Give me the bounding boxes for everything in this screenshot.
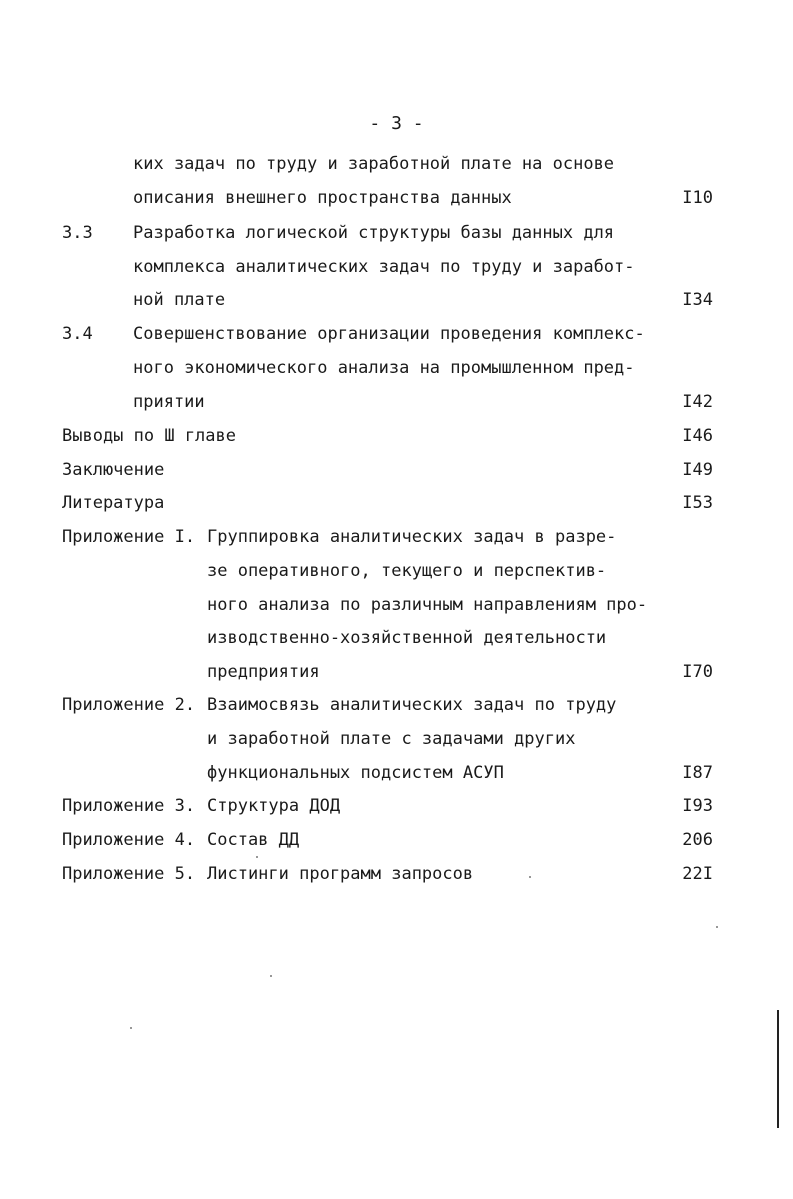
scan-edge-line xyxy=(777,1010,779,1128)
toc-continuation-line-1: ких задач по труду и заработной плате на основе xyxy=(133,154,615,174)
toc-conclusions-label: Выводы по Ш главе xyxy=(62,426,236,446)
toc-entry-3-3-page: I34 xyxy=(682,290,713,310)
toc-closing-label: Заключение xyxy=(62,460,165,480)
scan-speck xyxy=(270,975,272,977)
page-number-header: - 3 - xyxy=(369,113,424,134)
toc-entry-3-4-number: 3.4 xyxy=(62,324,93,344)
toc-appendix-3-label: Структура ДОД xyxy=(207,796,341,816)
toc-appendix-5-prefix: Приложение 5. xyxy=(62,864,196,884)
toc-appendix-1-line-2: зе оперативного, текущего и перспектив- xyxy=(207,561,607,581)
toc-entry-3-4-line-2: ного экономического анализа на промышленном пред- xyxy=(133,358,635,378)
toc-appendix-1-line-5: предприятия xyxy=(207,662,320,682)
toc-entry-3-3-number: 3.3 xyxy=(62,223,93,243)
toc-appendix-2-page: I87 xyxy=(682,763,713,783)
toc-appendix-2-line-3: функциональных подсистем АСУП xyxy=(207,763,504,783)
toc-appendix-2-line-2: и заработной плате с задачами других xyxy=(207,729,576,749)
toc-continuation-page: I10 xyxy=(682,188,713,208)
toc-appendix-4-label: Состав ДД xyxy=(207,830,300,850)
toc-appendix-3-prefix: Приложение 3. xyxy=(62,796,196,816)
scan-speck xyxy=(529,876,531,878)
toc-appendix-3-page: I93 xyxy=(682,796,713,816)
toc-appendix-2-line-1: Взаимосвязь аналитических задач по труду xyxy=(207,695,617,715)
scan-speck xyxy=(716,926,718,928)
scan-speck xyxy=(256,856,258,858)
toc-conclusions-page: I46 xyxy=(682,426,713,446)
toc-continuation-line-2: описания внешнего пространства данных xyxy=(133,188,512,208)
toc-appendix-1-prefix: Приложение I. xyxy=(62,527,196,547)
toc-appendix-1-line-4: изводственно-хозяйственной деятельности xyxy=(207,628,607,648)
toc-entry-3-3-line-2: комплекса аналитических задач по труду и заработ- xyxy=(133,257,635,277)
toc-appendix-1-line-1: Группировка аналитических задач в разре- xyxy=(207,527,617,547)
toc-entry-3-4-page: I42 xyxy=(682,392,713,412)
toc-appendix-4-prefix: Приложение 4. xyxy=(62,830,196,850)
toc-appendix-1-page: I70 xyxy=(682,662,713,682)
toc-appendix-1-line-3: ного анализа по различным направлениям про- xyxy=(207,595,648,615)
toc-appendix-5-page: 22I xyxy=(682,864,713,884)
toc-literature-label: Литература xyxy=(62,493,165,513)
toc-literature-page: I53 xyxy=(682,493,713,513)
toc-entry-3-4-line-1: Совершенствование организации проведения комплекс- xyxy=(133,324,645,344)
toc-appendix-2-prefix: Приложение 2. xyxy=(62,695,196,715)
toc-entry-3-3-line-3: ной плате xyxy=(133,290,226,310)
toc-entry-3-3-line-1: Разработка логической структуры базы данных для xyxy=(133,223,615,243)
scan-speck xyxy=(130,1027,132,1029)
toc-closing-page: I49 xyxy=(682,460,713,480)
toc-appendix-4-page: 206 xyxy=(682,830,713,850)
toc-appendix-5-label: Листинги программ запросов xyxy=(207,864,474,884)
toc-entry-3-4-line-3: приятии xyxy=(133,392,205,412)
